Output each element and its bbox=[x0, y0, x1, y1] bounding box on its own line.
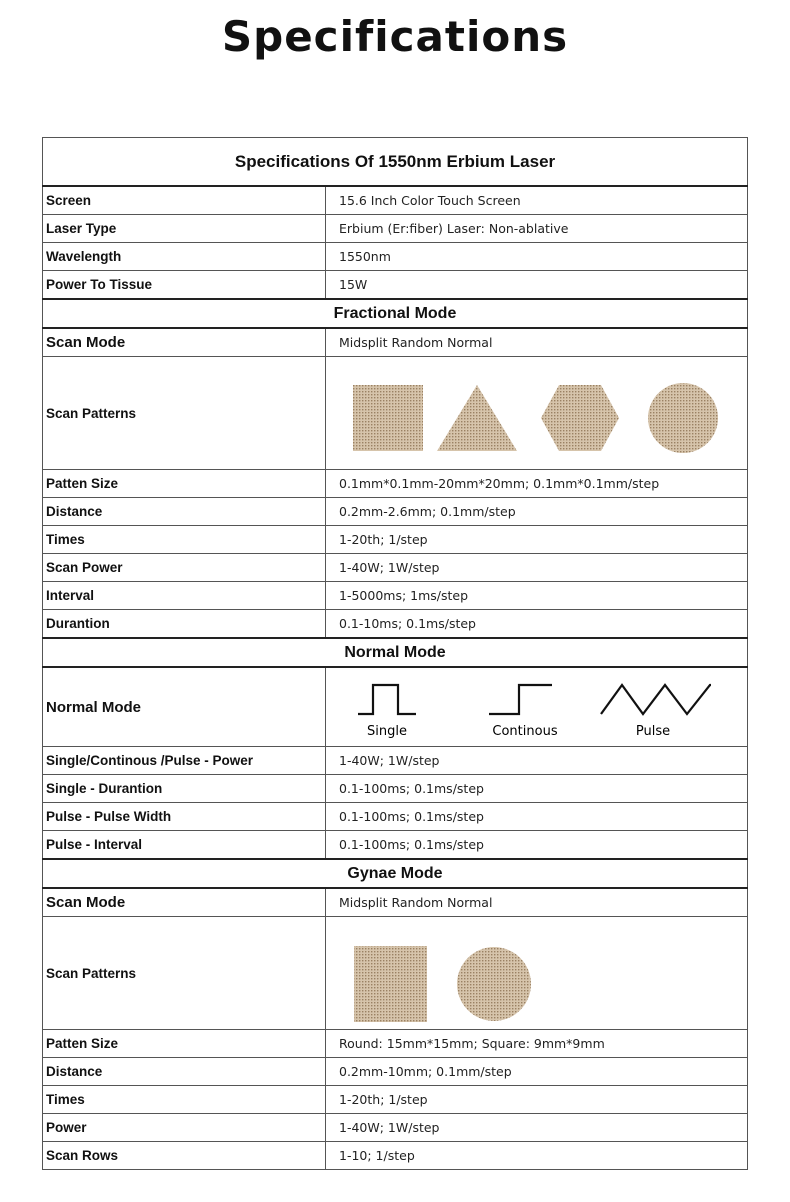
table-row bbox=[43, 470, 748, 498]
row-value: 0.1-100ms; 0.1ms/step bbox=[326, 775, 748, 803]
table-row bbox=[43, 271, 748, 300]
triangle-pattern-icon bbox=[437, 385, 517, 451]
row-label: Scan Mode bbox=[43, 328, 326, 357]
wave-label-continous: Continous bbox=[492, 724, 558, 739]
table-row bbox=[43, 917, 748, 1030]
row-label: Scan Rows bbox=[43, 1142, 326, 1170]
circle-pattern-icon bbox=[648, 383, 718, 453]
row-label: Screen bbox=[43, 186, 326, 215]
waveforms-graphic bbox=[326, 669, 746, 745]
row-label: Laser Type bbox=[43, 215, 326, 243]
table-row bbox=[43, 243, 748, 271]
table-row bbox=[43, 186, 748, 215]
table-row bbox=[43, 498, 748, 526]
row-value: 0.1-10ms; 0.1ms/step bbox=[326, 610, 748, 639]
table-row bbox=[43, 1142, 748, 1170]
table-row bbox=[43, 1086, 748, 1114]
section-header-normal: Normal Mode bbox=[43, 638, 748, 667]
row-label: Distance bbox=[43, 498, 326, 526]
table-row bbox=[43, 215, 748, 243]
row-value: 1-10; 1/step bbox=[326, 1142, 748, 1170]
scan-patterns-graphic bbox=[326, 918, 746, 1028]
row-value: 1-40W; 1W/step bbox=[326, 554, 748, 582]
table-row bbox=[43, 610, 748, 639]
scan-patterns-cell bbox=[326, 917, 748, 1030]
table-row bbox=[43, 328, 748, 357]
table-row bbox=[43, 554, 748, 582]
row-value: 0.1-100ms; 0.1ms/step bbox=[326, 803, 748, 831]
row-label: Single - Durantion bbox=[43, 775, 326, 803]
row-value: 15W bbox=[326, 271, 748, 300]
wave-label-pulse: Pulse bbox=[635, 724, 671, 739]
row-label: Distance bbox=[43, 1058, 326, 1086]
row-label: Scan Patterns bbox=[43, 357, 326, 470]
row-label: Scan Patterns bbox=[43, 917, 326, 1030]
row-value: 0.2mm-2.6mm; 0.1mm/step bbox=[326, 498, 748, 526]
table-row bbox=[43, 888, 748, 917]
table-title: Specifications Of 1550nm Erbium Laser bbox=[43, 138, 748, 187]
scan-patterns-cell bbox=[326, 357, 748, 470]
row-label: Patten Size bbox=[43, 470, 326, 498]
row-label: Durantion bbox=[43, 610, 326, 639]
page-title: Specifications bbox=[221, 12, 569, 61]
row-label: Pulse - Interval bbox=[43, 831, 326, 860]
row-value: 1-40W; 1W/step bbox=[326, 747, 748, 775]
row-value: 15.6 Inch Color Touch Screen bbox=[326, 186, 748, 215]
table-row bbox=[43, 747, 748, 775]
row-label: Power To Tissue bbox=[43, 271, 326, 300]
row-value: 1-20th; 1/step bbox=[326, 526, 748, 554]
row-value: Round: 15mm*15mm; Square: 9mm*9mm bbox=[326, 1030, 748, 1058]
row-label: Patten Size bbox=[43, 1030, 326, 1058]
row-value: Midsplit Random Normal bbox=[326, 888, 748, 917]
continuous-step-icon bbox=[489, 685, 552, 714]
section-header-gynae: Gynae Mode bbox=[43, 859, 748, 888]
row-value: Midsplit Random Normal bbox=[326, 328, 748, 357]
row-value: 1-20th; 1/step bbox=[326, 1086, 748, 1114]
square-pattern-icon bbox=[354, 946, 427, 1022]
row-label: Scan Mode bbox=[43, 888, 326, 917]
square-pattern-icon bbox=[353, 385, 423, 451]
table-row bbox=[43, 1114, 748, 1142]
row-label: Single/Continous /Pulse - Power bbox=[43, 747, 326, 775]
circle-pattern-icon bbox=[457, 947, 531, 1021]
row-label: Scan Power bbox=[43, 554, 326, 582]
row-label: Interval bbox=[43, 582, 326, 610]
scan-patterns-graphic bbox=[326, 358, 746, 468]
table-row bbox=[43, 357, 748, 470]
row-value: 1-5000ms; 1ms/step bbox=[326, 582, 748, 610]
wave-label-single: Single bbox=[367, 724, 407, 739]
table-row bbox=[43, 1030, 748, 1058]
spec-table bbox=[42, 137, 748, 1170]
section-header-fractional: Fractional Mode bbox=[43, 299, 748, 328]
row-label: Pulse - Pulse Width bbox=[43, 803, 326, 831]
row-label: Times bbox=[43, 526, 326, 554]
table-row bbox=[43, 775, 748, 803]
hexagon-pattern-icon bbox=[541, 385, 619, 451]
table-row bbox=[43, 803, 748, 831]
row-label: Power bbox=[43, 1114, 326, 1142]
row-value: 0.1-100ms; 0.1ms/step bbox=[326, 831, 748, 860]
table-row bbox=[43, 831, 748, 860]
row-label: Wavelength bbox=[43, 243, 326, 271]
waveforms-cell bbox=[326, 667, 748, 747]
row-value: 1-40W; 1W/step bbox=[326, 1114, 748, 1142]
single-pulse-icon bbox=[358, 685, 416, 714]
pulse-wave-icon bbox=[601, 685, 711, 714]
table-row bbox=[43, 526, 748, 554]
row-value: 0.1mm*0.1mm-20mm*20mm; 0.1mm*0.1mm/step bbox=[326, 470, 748, 498]
row-label: Times bbox=[43, 1086, 326, 1114]
row-value: Erbium (Er:fiber) Laser: Non-ablative bbox=[326, 215, 748, 243]
row-value: 1550nm bbox=[326, 243, 748, 271]
table-row bbox=[43, 1058, 748, 1086]
row-value: 0.2mm-10mm; 0.1mm/step bbox=[326, 1058, 748, 1086]
table-row bbox=[43, 667, 748, 747]
table-row bbox=[43, 582, 748, 610]
row-label: Normal Mode bbox=[43, 667, 326, 747]
